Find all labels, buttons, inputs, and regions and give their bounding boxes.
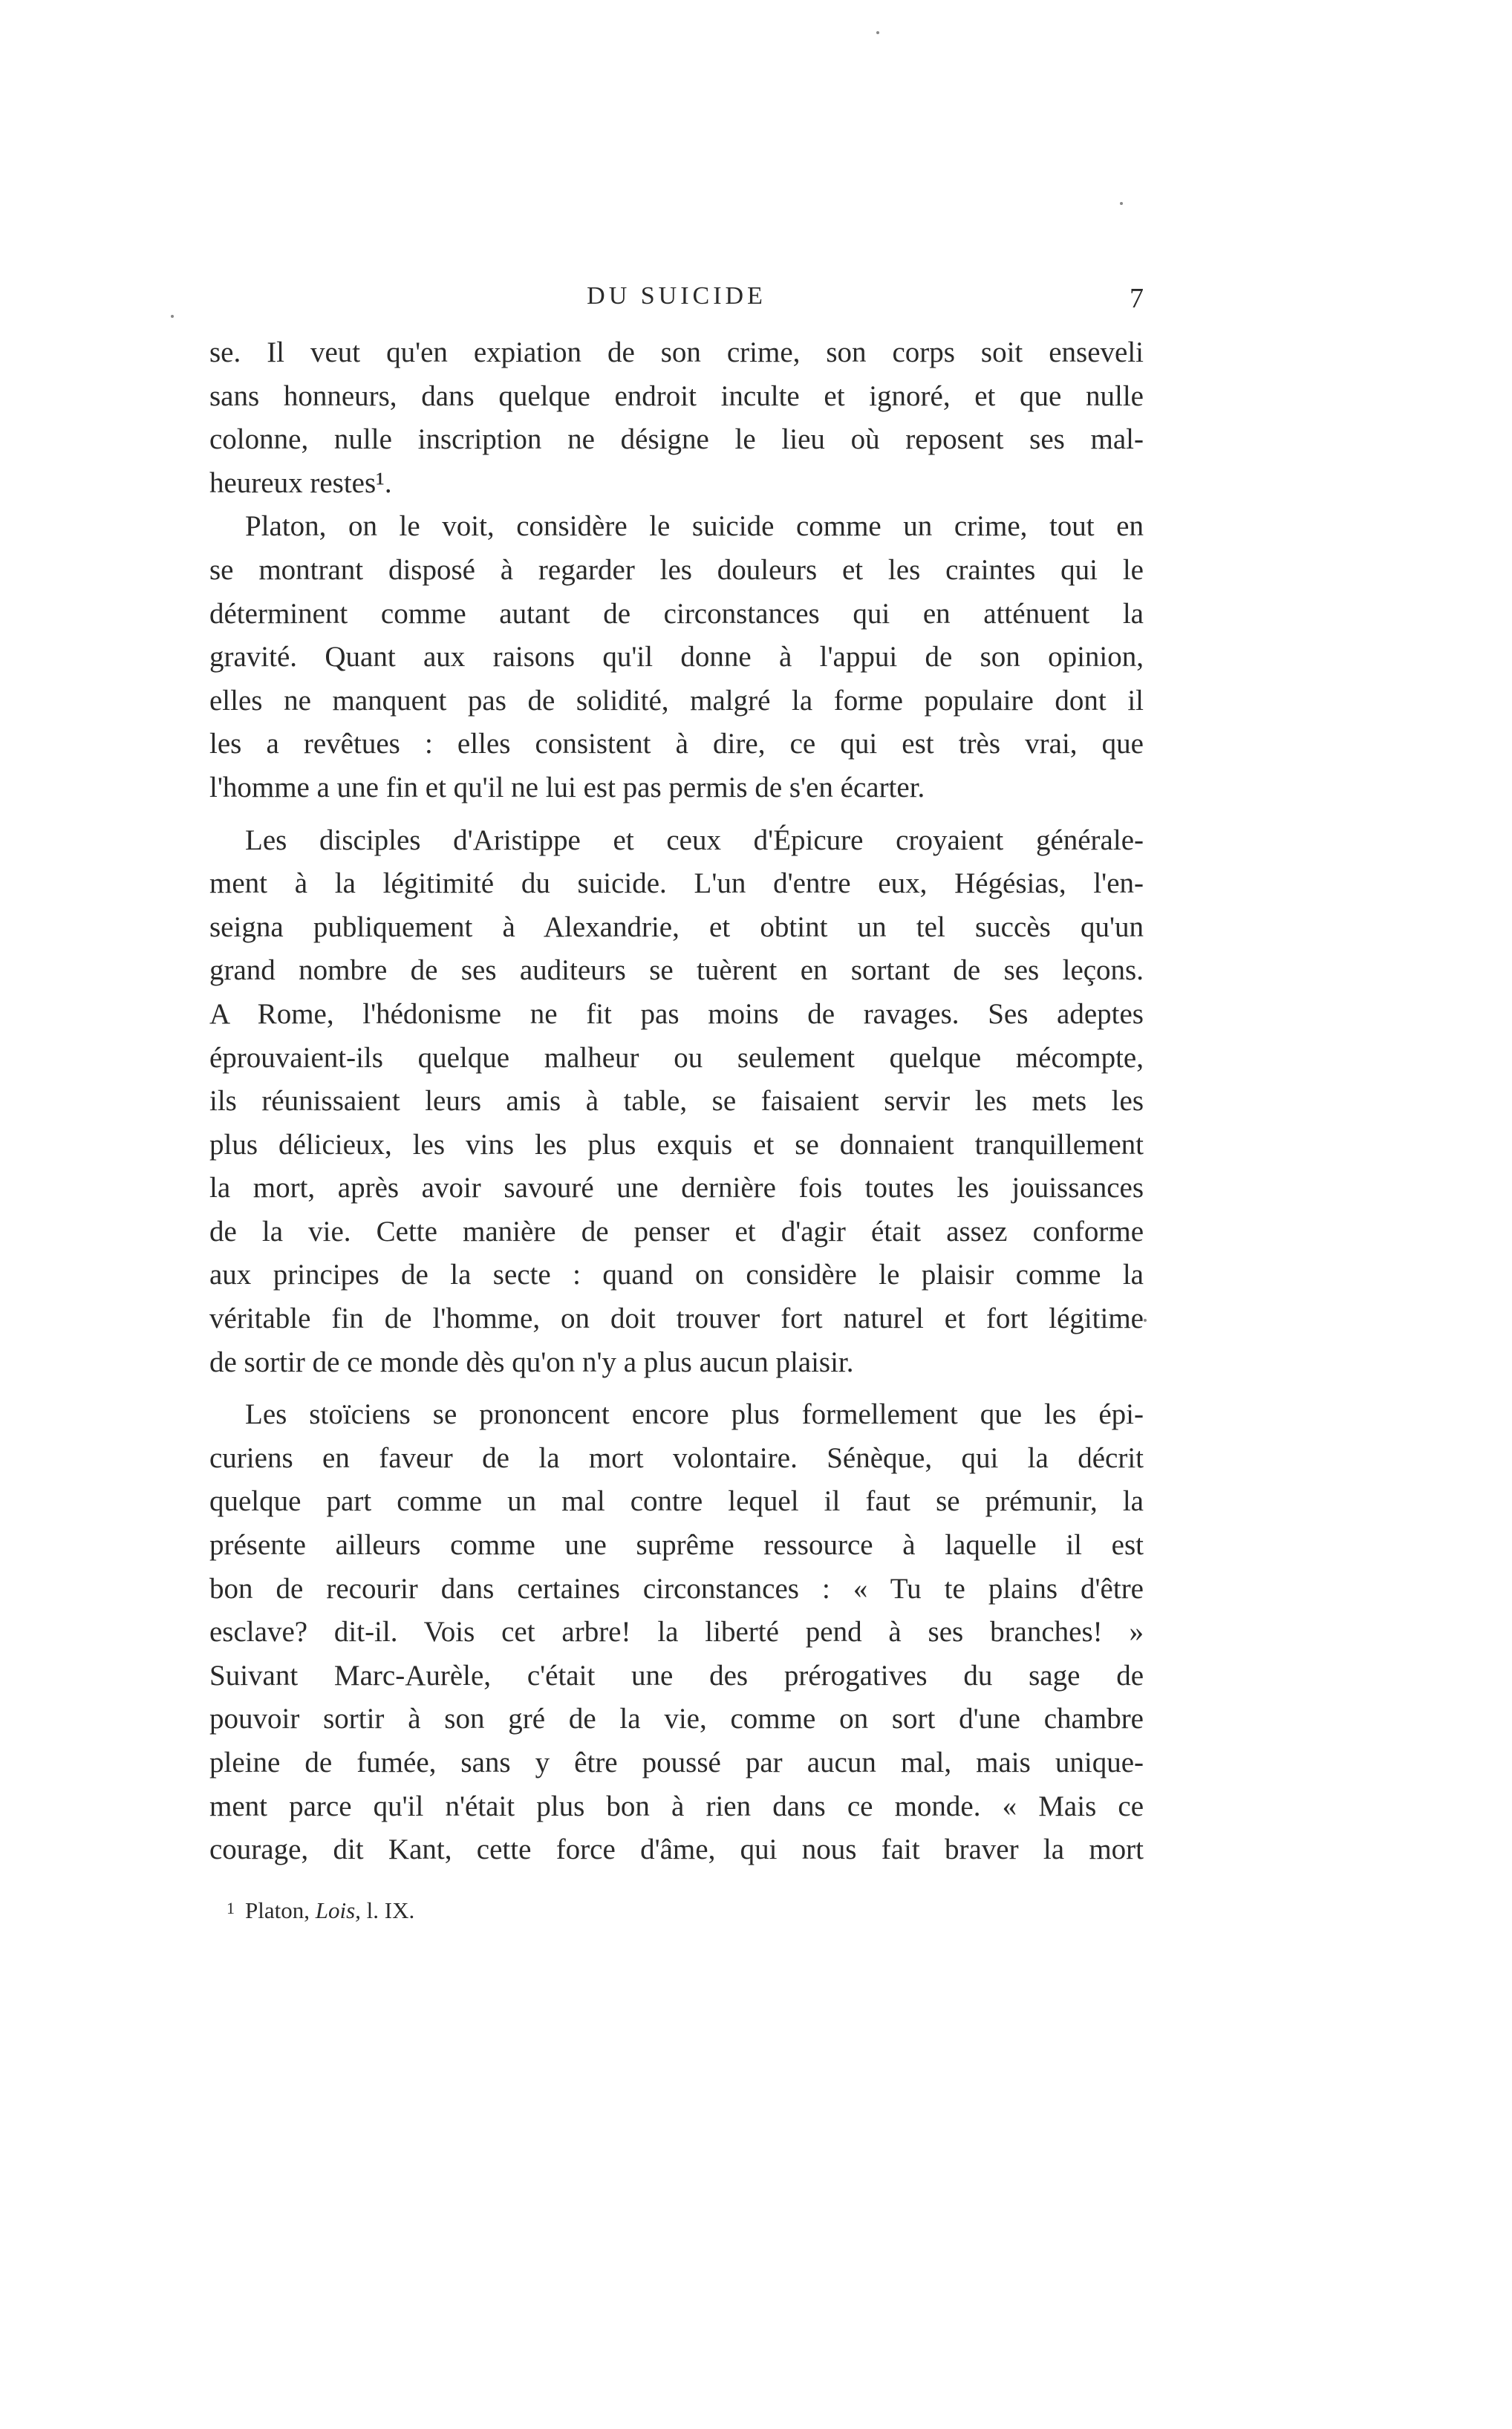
text-line: se. Il veut qu'en expiation de son crime, son corps soit enseveli [209,336,1144,368]
running-head [209,282,1144,319]
text-line: la mort, après avoir savouré une dernière fois toutes les jouissances [209,1172,1144,1204]
text-line: curiens en faveur de la mort volontaire. Sénèque, qui la décrit [209,1441,1144,1474]
paper-speck [171,315,174,318]
text-line: déterminent comme autant de circonstances qui en atténuent la [209,597,1144,630]
text-line: courage, dit Kant, cette force d'âme, qui nous fait braver la mort [209,1833,1144,1866]
footnote-reference: l. IX. [366,1897,415,1923]
paragraph [209,1828,1144,1872]
text-line: ils réunissaient leurs amis à table, se faisaient servir les mets les [209,1085,1144,1118]
paragraph [209,819,1144,1341]
text-line: sans honneurs, dans quelque endroit inculte et ignoré, et que nulle [209,379,1144,412]
body-text [209,331,1144,1872]
text-line: grand nombre de ses auditeurs se tuèrent en sortant de ses leçons. [209,954,1144,987]
text-line: A Rome, l'hédonisme ne fit pas moins de ravages. Ses adeptes [209,997,1144,1030]
text-line: ment parce qu'il n'était plus bon à rien dans ce monde. « Mais ce [209,1790,1144,1822]
footnote-marker: 1 [227,1899,235,1917]
footnote-work: Lois, [315,1897,361,1923]
text-line: Les stoïciens se prononcent encore plus formellement que les épi- [245,1398,1144,1431]
text-line: se montrant disposé à regarder les douleurs et les craintes qui le [209,553,1144,586]
text-line: de sortir de ce monde dès qu'on n'y a plus aucun plaisir. [209,1346,854,1378]
text-line: plus délicieux, les vins les plus exquis et se donnaient tranquillement [209,1128,1144,1161]
text-line: pouvoir sortir à son gré de la vie, comme on sort d'une chambre [209,1703,1144,1735]
paper-speck [876,31,879,34]
text-line: ment à la légitimité du suicide. L'un d'entre eux, Hégésias, l'en- [209,867,1144,900]
text-line: heureux restes¹. [209,466,392,499]
text-line: éprouvaient-ils quelque malheur ou seulement quelque mécompte, [209,1041,1144,1074]
text-line: aux principes de la secte : quand on considère le plaisir comme la [209,1259,1144,1291]
text-line: gravité. Quant aux raisons qu'il donne à l'appui de son opinion, [209,641,1144,674]
page-number: 7 [1130,283,1144,314]
paragraph [209,1341,1144,1385]
paragraph [209,462,1144,506]
text-line: Platon, on le voit, considère le suicide comme un crime, tout en [245,510,1144,543]
running-title: DU SUICIDE [587,282,766,310]
paper-speck [1120,202,1123,205]
footnote [227,1897,414,1924]
text-line: les a revêtues : elles consistent à dire, ce qui est très vrai, que [209,728,1144,760]
text-line: Les disciples d'Aristippe et ceux d'Épicure croyaient générale- [245,824,1144,856]
text-line: Suivant Marc-Aurèle, c'était une des prérogatives du sage de [209,1659,1144,1692]
text-line: de la vie. Cette manière de penser et d'agir était assez conforme [209,1215,1144,1248]
paragraph [209,331,1144,462]
text-line: présente ailleurs comme une suprême ressource à laquelle il est [209,1529,1144,1562]
text-line: pleine de fumée, sans y être poussé par aucun mal, mais unique- [209,1747,1144,1778]
text-line: seigna publiquement à Alexandrie, et obtint un tel succès qu'un [209,910,1144,943]
paper-speck [1144,1319,1147,1322]
text-line: véritable fin de l'homme, on doit trouver fort naturel et fort légitime [209,1302,1144,1335]
text-line: esclave? dit-il. Vois cet arbre! la liberté pend à ses branches! » [209,1616,1144,1649]
paragraph [209,505,1144,766]
text-line: colonne, nulle inscription ne désigne le lieu où reposent ses mal- [209,423,1144,456]
text-line: elles ne manquent pas de solidité, malgré la forme populaire dont il [209,684,1144,717]
text-line: quelque part comme un mal contre lequel il faut se prémunir, la [209,1485,1144,1518]
paragraph [209,766,1144,810]
footnote-author: Platon, [245,1897,310,1923]
text-line: l'homme a une fin et qu'il ne lui est pas permis de s'en écarter. [209,771,925,803]
paragraph [209,1393,1144,1828]
text-line: bon de recourir dans certaines circonstances : « Tu te plains d'être [209,1572,1144,1605]
